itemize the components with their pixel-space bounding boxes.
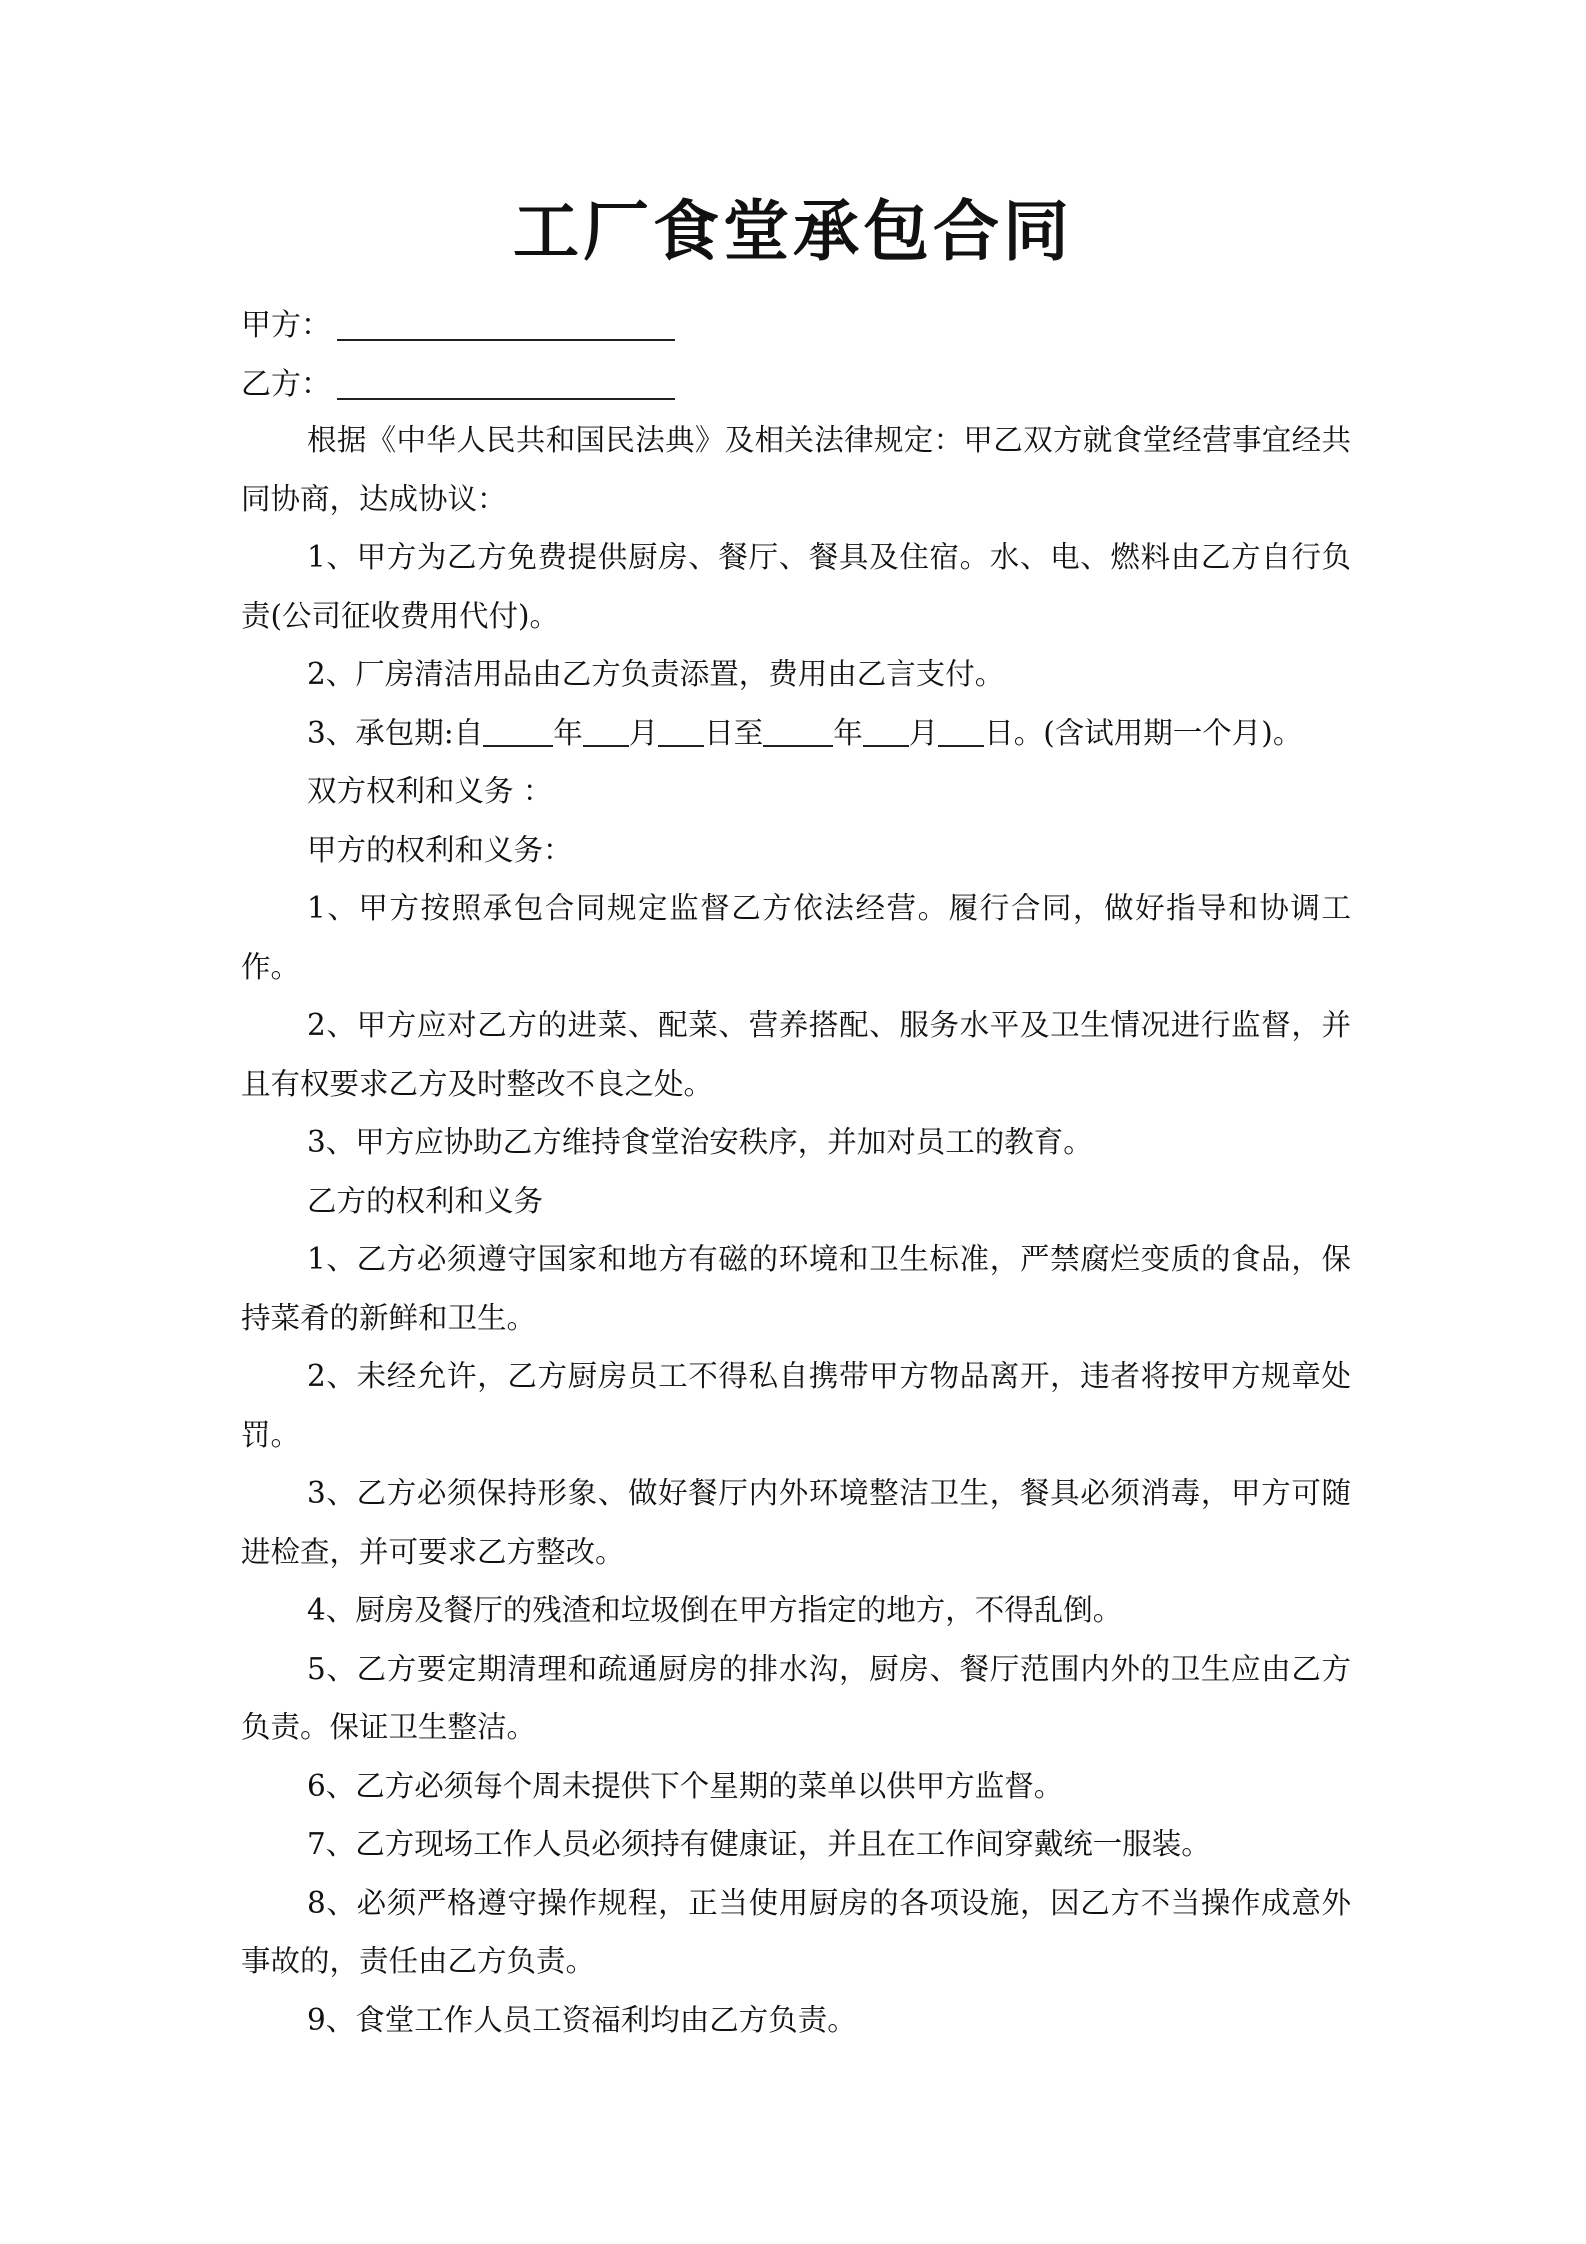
term-end-year-blank xyxy=(763,717,833,747)
term-end-month-label: 月 xyxy=(908,715,939,750)
term-end-year-label: 年 xyxy=(833,715,863,750)
paragraph-clause-1: 1、甲方为乙方免费提供厨房、餐厅、餐具及住宿。水、电、燃料由乙方自行负责(公司征收费用代付)。 xyxy=(241,540,1351,633)
heading-party-b-rights: 乙方的权利和义务 xyxy=(307,1183,544,1218)
document-title: 工厂食堂承包合同 xyxy=(513,192,1073,270)
party-a-clause-1: 1、甲方按照承包合同规定监督乙方依法经营。履行合同，做好指导和协调工作。 xyxy=(241,891,1351,984)
party-b-clause-2: 2、未经允许，乙方厨房员工不得私自携带甲方物品离开，违者将按甲方规章处罚。 xyxy=(241,1359,1351,1452)
heading-party-a-rights: 甲方的权利和义务： xyxy=(307,832,573,867)
party-a-clause-2: 2、甲方应对乙方的进菜、配菜、营养搭配、服务水平及卫生情况进行监督，并且有权要求乙方及时整改不良之处。 xyxy=(241,1008,1351,1101)
party-b-clause-7: 7、乙方现场工作人员必须持有健康证，并且在工作间穿戴统一服装。 xyxy=(307,1827,1211,1861)
party-b-clause-6: 6、乙方必须每个周未提供下个星期的菜单以供甲方监督。 xyxy=(307,1768,1064,1803)
party-b-line xyxy=(241,365,675,405)
term-year-blank xyxy=(483,717,553,747)
party-a-label: 甲方： xyxy=(241,308,331,343)
party-b-clause-3: 3、乙方必须保持形象、做好餐厅内外环境整洁卫生，餐具必须消毒，甲方可随进检查，并可要求乙方整改。 xyxy=(241,1476,1351,1569)
party-b-clause-5: 5、乙方要定期清理和疏通厨房的排水沟，厨房、餐厅范围内外的卫生应由乙方负责。保证卫生整洁。 xyxy=(241,1651,1351,1744)
heading-rights-obligations: 双方权利和义务 ： xyxy=(307,774,553,808)
term-prefix: 3、承包期:自 xyxy=(307,715,484,750)
party-a-blank xyxy=(337,309,675,341)
term-day-label: 日至 xyxy=(704,715,764,750)
party-a-line xyxy=(241,306,675,346)
paragraph-clause-2: 2、厂房清洁用品由乙方负责添置，费用由乙言支付。 xyxy=(307,657,1005,691)
term-end-day-label: 日。(含试用期一个月)。 xyxy=(984,715,1303,750)
term-month-label: 月 xyxy=(628,715,659,750)
party-b-clause-9: 9、食堂工作人员工资福利均由乙方负责。 xyxy=(307,2002,857,2037)
party-a-clause-3: 3、甲方应协助乙方维持食堂治安秩序，并加对员工的教育。 xyxy=(307,1125,1093,1159)
party-b-clause-1: 1、乙方必须遵守国家和地方有磁的环境和卫生标准，严禁腐烂变质的食品，保持菜肴的新鲜和卫生。 xyxy=(241,1242,1351,1335)
party-b-label: 乙方： xyxy=(241,367,331,402)
paragraph-preamble: 根据《中华人民共和国民法典》及相关法律规定：甲乙双方就食堂经营事宜经共同协商，达成协议： xyxy=(241,423,1351,516)
term-day-blank xyxy=(658,717,704,747)
party-b-clause-4: 4、厨房及餐厅的残渣和垃圾倒在甲方指定的地方，不得乱倒。 xyxy=(307,1593,1123,1627)
party-b-blank xyxy=(337,368,675,400)
party-b-clause-8: 8、必须严格遵守操作规程，正当使用厨房的各项设施，因乙方不当操作成意外事故的，责任由乙方负责。 xyxy=(241,1885,1351,1978)
paragraph-term xyxy=(241,704,1351,763)
term-end-month-blank xyxy=(863,717,909,747)
term-year-label: 年 xyxy=(553,715,583,750)
term-month-blank xyxy=(583,717,629,747)
term-end-day-blank xyxy=(938,717,984,747)
contract-body xyxy=(241,411,1351,2049)
